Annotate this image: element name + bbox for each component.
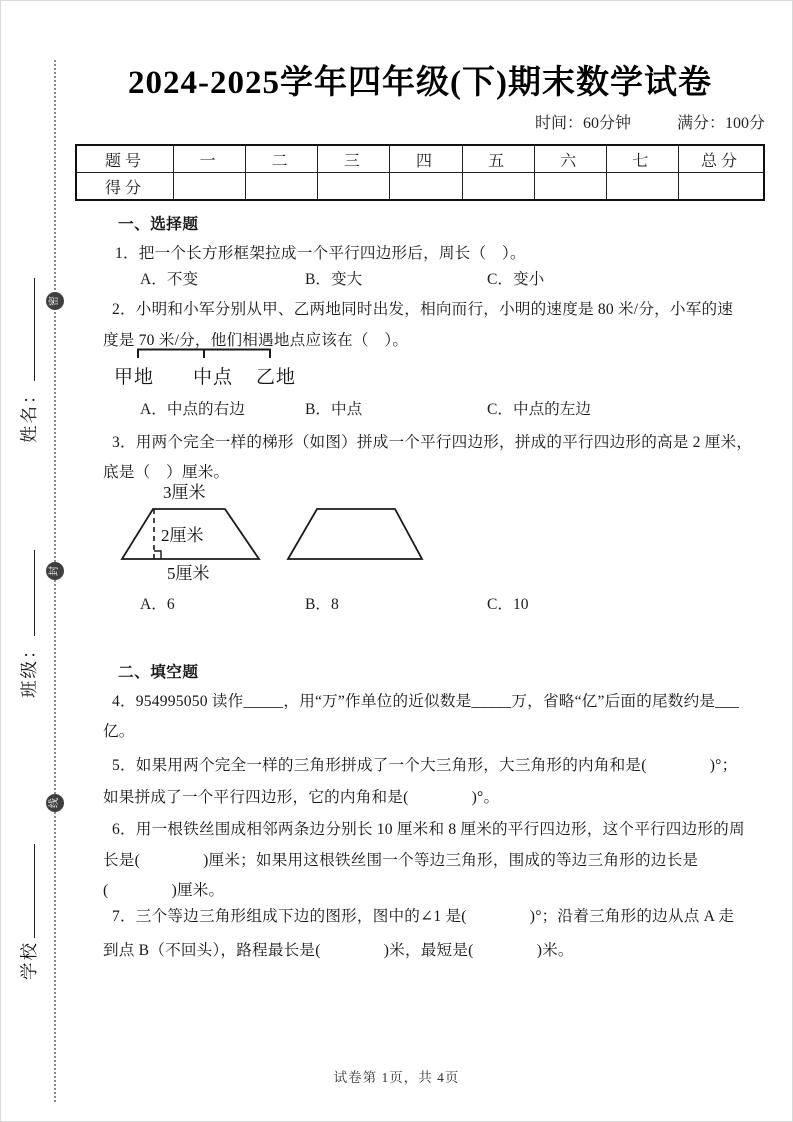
question-5-line1: 5．如果用两个完全一样的三角形拼成了一个大三角形，大三角形的内角和是( )°； [112, 757, 738, 774]
score-row-label: 得分 [76, 173, 174, 201]
exam-meta [75, 110, 765, 133]
question-1-text: 1．把一个长方形框架拉成一个平行四边形后，周长（ ）。 [115, 245, 526, 262]
score-cell [246, 173, 318, 201]
exam-time: 时间：60分钟 [534, 115, 631, 132]
question-2-line1: 2．小明和小军分别从甲、乙两地同时出发，相向而行，小明的速度是 80 米/分，小军的速 [112, 301, 734, 318]
score-table-cell-6: 六 [534, 145, 606, 173]
question-4-line2: 亿。 [103, 723, 135, 740]
seal-dotted-line [54, 60, 56, 1102]
score-cell [174, 173, 246, 201]
trapezoid-figure [115, 479, 435, 585]
class-field [16, 551, 41, 699]
q3-option-c: C．10 [487, 596, 529, 613]
q1-option-b: B．变大 [305, 271, 363, 288]
seal-mark-xian: 线 [46, 794, 64, 812]
page-footer: 试卷第 1页，共 4页 [333, 1070, 460, 1085]
question-6-line1: 6．用一根铁丝围成相邻两条边分别长 10 厘米和 8 厘米的平行四边形，这个平行四边形的周 [112, 821, 745, 838]
score-table-cell-4: 四 [390, 145, 462, 173]
score-cell [318, 173, 390, 201]
section-heading-fill: 二、填空题 [118, 664, 199, 681]
segment-label-jiadi: 甲地 [114, 367, 155, 388]
exam-full-score: 满分：100分 [676, 115, 765, 132]
school-blank-line [20, 844, 35, 938]
score-cell [679, 173, 765, 201]
question-3-line2: 底是（ ）厘米。 [103, 464, 230, 481]
school-label: 学校 [19, 941, 39, 980]
school-field [16, 844, 41, 980]
seal-mark-mi: 密 [46, 292, 64, 310]
score-cell [606, 173, 678, 201]
score-cell [462, 173, 534, 201]
question-6-line2: 长是( )厘米；如果用这根铁丝围一个等边三角形，围成的等边三角形的边长是 [103, 852, 699, 869]
score-table-score-row [76, 173, 764, 201]
score-table-cell-1: 一 [174, 145, 246, 173]
question-6-line3: ( )厘米。 [103, 882, 225, 899]
section-heading-choice: 一、选择题 [118, 216, 199, 233]
page-title: 2024-2025学年四年级(下)期末数学试卷 [128, 65, 712, 101]
segment-diagram [137, 348, 271, 359]
name-label: 姓名： [19, 384, 39, 443]
right-angle-mark [154, 551, 161, 559]
score-table [75, 144, 765, 201]
q1-option-c: C．变小 [487, 271, 545, 288]
segment-label-yidi: 乙地 [256, 367, 297, 388]
q2-option-c: C．中点的左边 [487, 401, 591, 418]
seal-mark-feng: 封 [46, 562, 64, 580]
question-7-line1: 7．三个等边三角形组成下边的图形，图中的∠1 是( )°；沿着三角形的边从点 A 走 [112, 908, 735, 925]
q1-option-a: A．不变 [140, 271, 199, 288]
q3-option-b: B．8 [305, 596, 339, 613]
name-blank-line [20, 279, 35, 382]
q2-option-b: B．中点 [305, 401, 363, 418]
question-2-line2: 度是 70 米/分，他们相遇地点应该在（ ）。 [103, 332, 409, 349]
q2-option-a: A．中点的右边 [140, 401, 245, 418]
q3-option-a: A．6 [140, 596, 175, 613]
question-7-line2: 到点 B（不回头），路程最长是( )米，最短是( )米。 [103, 942, 574, 959]
class-label: 班级： [19, 639, 39, 698]
score-cell [534, 173, 606, 201]
score-table-cell-total: 总分 [679, 145, 765, 173]
score-table-cell-3: 三 [318, 145, 390, 173]
class-blank-line [20, 551, 35, 637]
question-3-line1: 3．用两个完全一样的梯形（如图）拼成一个平行四边形，拼成的平行四边形的高是 2 厘米， [112, 434, 753, 451]
segment-label-zhongdian: 中点 [193, 367, 234, 388]
name-field [16, 279, 41, 444]
question-4-line1: 4．954995050 读作_____，用“万”作单位的近似数是_____万，省略“亿”后面的尾数约是___ [112, 693, 740, 710]
trapezoid-height-label: 2厘米 [161, 526, 204, 545]
score-table-cell-7: 七 [606, 145, 678, 173]
score-table-cell-tihao: 题号 [76, 145, 174, 173]
trapezoid-right [288, 509, 422, 559]
question-5-line2: 如果拼成了一个平行四边形，它的内角和是( )°。 [103, 789, 500, 806]
trapezoid-bottom-label: 5厘米 [167, 564, 210, 583]
trapezoid-top-label: 3厘米 [163, 483, 206, 502]
score-table-header-row [76, 145, 764, 173]
score-cell [390, 173, 462, 201]
score-table-cell-2: 二 [246, 145, 318, 173]
score-table-cell-5: 五 [462, 145, 534, 173]
